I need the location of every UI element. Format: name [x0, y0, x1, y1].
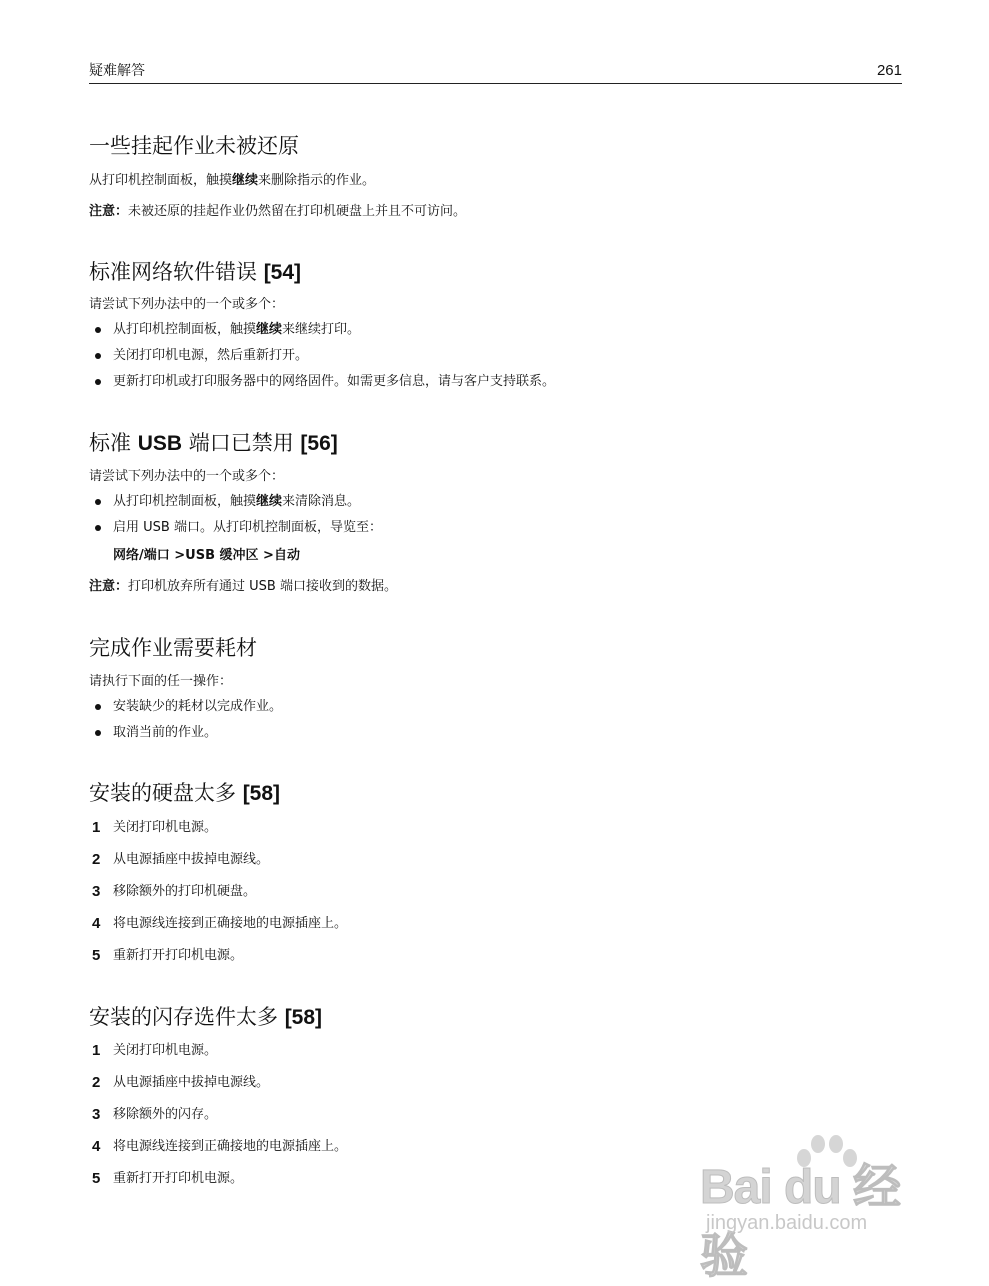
- section-heading: 一些挂起作业未被还原: [89, 134, 299, 158]
- menu-path: 网络/端口 >USB 缓冲区 >自动: [113, 548, 300, 563]
- section-heading: 完成作业需要耗材: [89, 636, 257, 660]
- bullet-icon: [95, 525, 101, 531]
- section-heading: 标准 USB 端口已禁用 [56]: [89, 431, 338, 455]
- intro-text: 请尝试下列办法中的一个或多个：: [89, 469, 285, 484]
- bullet-icon: [95, 704, 101, 710]
- note-paragraph: 注意：未被还原的挂起作业仍然留在打印机硬盘上并且不可访问。: [89, 204, 467, 219]
- intro-text: 请尝试下列办法中的一个或多个：: [89, 297, 285, 312]
- paragraph: 从打印机控制面板，触摸继续来删除指示的作业。: [89, 173, 376, 188]
- baidu-watermark: [700, 1130, 940, 1283]
- bullet-icon: [95, 327, 101, 333]
- header-section-title: 疑难解答: [89, 63, 145, 79]
- note-paragraph: 注意：打印机放弃所有通过 USB 端口接收到的数据。: [89, 579, 397, 594]
- bullet-icon: [95, 730, 101, 736]
- section-heading: 安装的硬盘太多 [58]: [89, 781, 281, 805]
- watermark-logo: Bai du 经验: [700, 1161, 901, 1283]
- intro-text: 请执行下面的任一操作：: [89, 674, 233, 689]
- section-heading: 安装的闪存选件太多 [58]: [89, 1005, 323, 1029]
- bullet-icon: [95, 379, 101, 385]
- document-page: 疑难解答 261 一些挂起作业未被还原 从打印机控制面板，触摸继续来删除指示的作业。 注意：未被还原的挂起作业仍然留在打印机硬盘上并且不可访问。 标准网络软件错误 [54] 请尝试下列办法中的一个或多个： 从打印机控制面板，触摸继续来继续打印。 关闭打印机电源，然后重新打开。 更新打印机或打印服务器中的网络固件。如需更多信息，请与客户支持联系。 标准 USB 端口已禁用 [56] 请尝试下列办法中的一个或多个： 从打印机控制面板，触摸继续来清除消息。 启用 USB 端口。从打印机控制面板，导览至： 网络/端口 >USB 缓冲区 >自动 注意：打印机放弃所有通过 USB 端口接收到的数据。 完成作业需要耗材 请执行下面的任一操作： 安装缺少的耗材以完成作业。 取消当前的作业。 安装的硬盘太多 [58] 1 关闭打印机电源。 2 从电源插座中拔掉电源线。 3 移除额外的打印机硬盘。 4 将电源线连接到正确接地的电源插座上。 5 重新打开打印机电源。 安装的闪存选件太多 [58] 1 关闭打印机电源。 2 从电源插座中拔掉电源线。 3 移除额外的闪存。 4 将电源线连接到正确接地的电源插座上。 5 重新打开打印机电源。: [89, 62, 902, 1187]
- page-number: 261: [876, 62, 902, 79]
- watermark-site: jingyan.baidu.com: [706, 1212, 868, 1234]
- section-heading: 标准网络软件错误 [54]: [89, 260, 302, 284]
- bullet-icon: [95, 353, 101, 359]
- bullet-icon: [95, 499, 101, 505]
